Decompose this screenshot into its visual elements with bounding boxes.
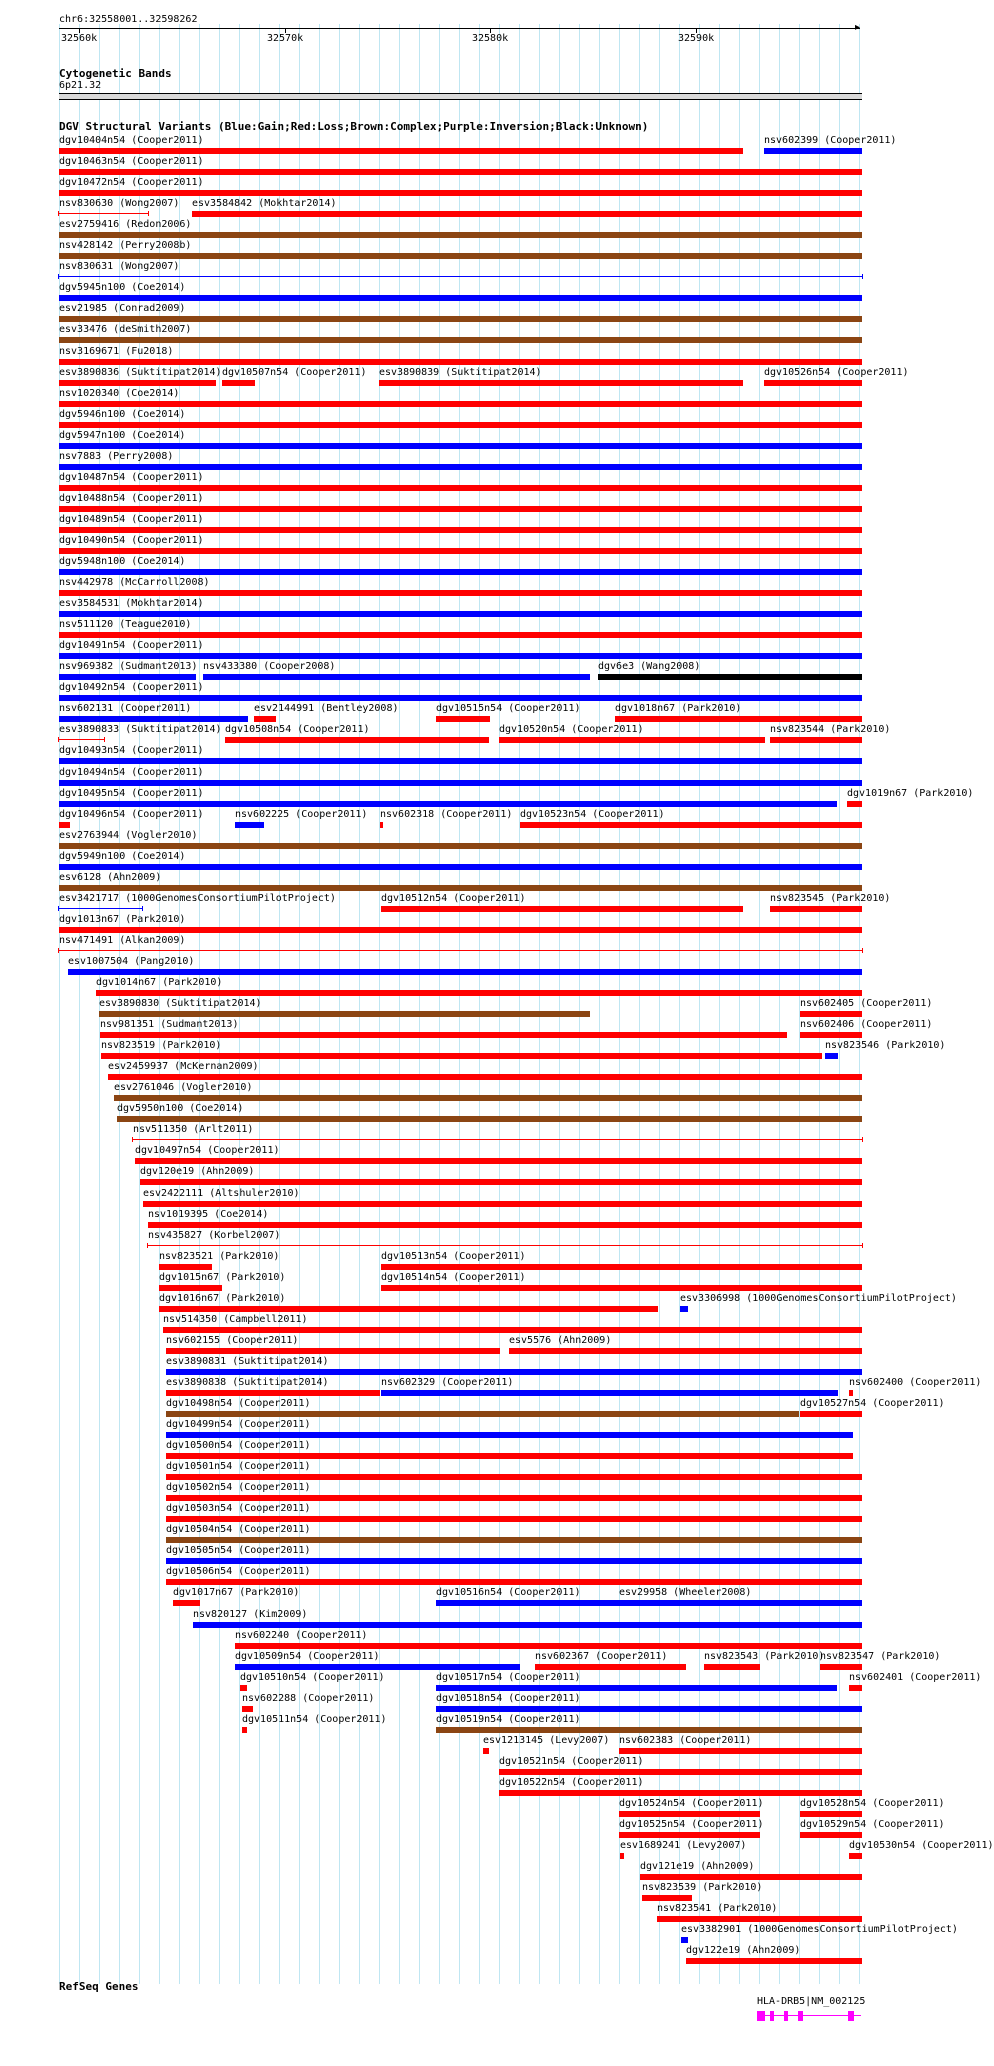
variant-label: dgv1015n67 (Park2010) bbox=[159, 1272, 286, 1283]
variant-label: dgv1018n67 (Park2010) bbox=[615, 703, 742, 714]
variant-bar[interactable] bbox=[436, 716, 490, 722]
variant-bar[interactable] bbox=[59, 908, 142, 909]
variant-label: dgv10503n54 (Cooper2011) bbox=[166, 1503, 311, 1514]
cytoband-bar[interactable] bbox=[59, 93, 862, 100]
variant-label: dgv10497n54 (Cooper2011) bbox=[135, 1145, 280, 1156]
variant-bar[interactable] bbox=[657, 1916, 862, 1922]
ruler-arrow-icon: ▸ bbox=[855, 22, 861, 33]
gene-label: HLA-DRB5|NM_002125 bbox=[757, 1996, 866, 2007]
variant-bar[interactable] bbox=[800, 1011, 862, 1017]
gene-exon bbox=[757, 2011, 765, 2021]
variant-bar[interactable] bbox=[380, 822, 383, 828]
variant-label: nsv7883 (Perry2008) bbox=[59, 451, 174, 462]
variant-bar[interactable] bbox=[59, 653, 862, 659]
variant-cap bbox=[58, 948, 59, 953]
variant-bar[interactable] bbox=[59, 190, 862, 196]
gene-exon bbox=[848, 2011, 854, 2021]
variant-bar[interactable] bbox=[59, 843, 862, 849]
cytoband-track-title: Cytogenetic Bands bbox=[59, 67, 172, 80]
variant-label: esv21985 (Conrad2009) bbox=[59, 303, 186, 314]
variant-label: nsv602401 (Cooper2011) bbox=[849, 1672, 982, 1683]
variant-label: nsv823541 (Park2010) bbox=[657, 1903, 778, 1914]
variant-label: nsv602400 (Cooper2011) bbox=[849, 1377, 982, 1388]
variant-bar[interactable] bbox=[483, 1748, 489, 1754]
variant-label: dgv10472n54 (Cooper2011) bbox=[59, 177, 204, 188]
variant-bar[interactable] bbox=[148, 1245, 862, 1246]
variant-label: dgv122e19 (Ahn2009) bbox=[686, 1945, 801, 1956]
variant-bar[interactable] bbox=[59, 213, 148, 214]
variant-bar[interactable] bbox=[192, 211, 862, 217]
variant-label: nsv969382 (Sudmant2013) bbox=[59, 661, 198, 672]
variant-bar[interactable] bbox=[764, 380, 862, 386]
variant-bar[interactable] bbox=[59, 758, 862, 764]
variant-bar[interactable] bbox=[59, 316, 862, 322]
variant-bar[interactable] bbox=[193, 1622, 862, 1628]
variant-label: nsv602288 (Cooper2011) bbox=[242, 1693, 375, 1704]
variant-label: dgv10488n54 (Cooper2011) bbox=[59, 493, 204, 504]
variant-label: dgv1016n67 (Park2010) bbox=[159, 1293, 286, 1304]
variant-label: esv5576 (Ahn2009) bbox=[509, 1335, 612, 1346]
variant-bar[interactable] bbox=[59, 359, 862, 365]
variant-bar[interactable] bbox=[686, 1958, 862, 1964]
variant-bar[interactable] bbox=[235, 1664, 520, 1670]
variant-bar[interactable] bbox=[619, 1832, 760, 1838]
variant-label: dgv10505n54 (Cooper2011) bbox=[166, 1545, 311, 1556]
variant-bar[interactable] bbox=[140, 1179, 862, 1185]
ruler-tick-label: 32590k bbox=[678, 33, 715, 44]
variant-label: nsv820127 (Kim2009) bbox=[193, 1609, 308, 1620]
variant-bar[interactable] bbox=[148, 1222, 862, 1228]
variant-bar[interactable] bbox=[242, 1727, 247, 1733]
variant-bar[interactable] bbox=[59, 927, 862, 933]
variant-label: dgv5950n100 (Coe2014) bbox=[117, 1103, 244, 1114]
variant-label: nsv602329 (Cooper2011) bbox=[381, 1377, 514, 1388]
variant-bar[interactable] bbox=[235, 822, 264, 828]
variant-label: dgv10489n54 (Cooper2011) bbox=[59, 514, 204, 525]
variant-bar[interactable] bbox=[59, 780, 862, 786]
variant-cap bbox=[58, 906, 59, 911]
variant-label: esv3890839 (Suktitipat2014) bbox=[379, 367, 542, 378]
variant-label: dgv10512n54 (Cooper2011) bbox=[381, 893, 526, 904]
variant-cap bbox=[862, 274, 863, 279]
variant-bar[interactable] bbox=[59, 950, 862, 951]
variant-label: dgv10500n54 (Cooper2011) bbox=[166, 1440, 311, 1451]
variant-bar[interactable] bbox=[381, 1285, 862, 1291]
variant-bar[interactable] bbox=[225, 737, 489, 743]
variant-bar[interactable] bbox=[242, 1706, 253, 1712]
variant-label: dgv10511n54 (Cooper2011) bbox=[242, 1714, 387, 1725]
ruler-tick-label: 32570k bbox=[267, 33, 304, 44]
variant-label: nsv435827 (Korbel2007) bbox=[148, 1230, 281, 1241]
variant-label: dgv10526n54 (Cooper2011) bbox=[764, 367, 909, 378]
variant-label: nsv442978 (McCarroll2008) bbox=[59, 577, 210, 588]
variant-label: nsv823546 (Park2010) bbox=[825, 1040, 946, 1051]
variant-bar[interactable] bbox=[619, 1600, 862, 1606]
variant-label: esv3584842 (Mokhtar2014) bbox=[192, 198, 337, 209]
variant-label: nsv823547 (Park2010) bbox=[820, 1651, 941, 1662]
variant-bar[interactable] bbox=[619, 1748, 862, 1754]
variant-label: dgv10518n54 (Cooper2011) bbox=[436, 1693, 581, 1704]
variant-label: dgv10513n54 (Cooper2011) bbox=[381, 1251, 526, 1262]
variant-bar[interactable] bbox=[681, 1937, 688, 1943]
variant-label: dgv10515n54 (Cooper2011) bbox=[436, 703, 581, 714]
variant-bar[interactable] bbox=[849, 1853, 862, 1859]
variant-label: dgv10507n54 (Cooper2011) bbox=[222, 367, 367, 378]
variant-bar[interactable] bbox=[800, 1832, 862, 1838]
ruler-line bbox=[59, 28, 860, 29]
variant-label: dgv10495n54 (Cooper2011) bbox=[59, 788, 204, 799]
variant-bar[interactable] bbox=[825, 1053, 838, 1059]
variant-bar[interactable] bbox=[59, 232, 862, 238]
variant-label: dgv10524n54 (Cooper2011) bbox=[619, 1798, 764, 1809]
variant-bar[interactable] bbox=[59, 401, 862, 407]
variant-bar[interactable] bbox=[159, 1264, 212, 1270]
variant-label: esv2144991 (Bentley2008) bbox=[254, 703, 399, 714]
variant-label: nsv602399 (Cooper2011) bbox=[764, 135, 897, 146]
variant-bar[interactable] bbox=[59, 485, 862, 491]
variant-bar[interactable] bbox=[509, 1348, 862, 1354]
variant-label: dgv10528n54 (Cooper2011) bbox=[800, 1798, 945, 1809]
variant-bar[interactable] bbox=[101, 1053, 822, 1059]
variant-bar[interactable] bbox=[59, 548, 862, 554]
variant-label: dgv10514n54 (Cooper2011) bbox=[381, 1272, 526, 1283]
variant-bar[interactable] bbox=[59, 801, 837, 807]
coordinate-label: chr6:32558001..32598262 bbox=[59, 14, 198, 25]
variant-label: esv29958 (Wheeler2008) bbox=[619, 1587, 752, 1598]
variant-bar[interactable] bbox=[520, 822, 862, 828]
variant-bar[interactable] bbox=[254, 716, 276, 722]
variant-label: nsv433380 (Cooper2008) bbox=[203, 661, 336, 672]
variant-bar[interactable] bbox=[800, 1811, 862, 1817]
variant-label: dgv10509n54 (Cooper2011) bbox=[235, 1651, 380, 1662]
refseq-track-title: RefSeq Genes bbox=[59, 1980, 139, 1993]
variant-label: dgv10523n54 (Cooper2011) bbox=[520, 809, 665, 820]
cytoband-label: 6p21.32 bbox=[59, 80, 102, 91]
variant-bar[interactable] bbox=[166, 1474, 862, 1480]
variant-label: dgv10508n54 (Cooper2011) bbox=[225, 724, 370, 735]
variant-label: dgv10490n54 (Cooper2011) bbox=[59, 535, 204, 546]
variant-label: dgv120e19 (Ahn2009) bbox=[140, 1166, 255, 1177]
variant-bar[interactable] bbox=[849, 1685, 862, 1691]
variant-bar[interactable] bbox=[59, 611, 862, 617]
variant-bar[interactable] bbox=[849, 1390, 853, 1396]
variant-bar[interactable] bbox=[59, 527, 862, 533]
variant-label: dgv10492n54 (Cooper2011) bbox=[59, 682, 204, 693]
variant-label: dgv10499n54 (Cooper2011) bbox=[166, 1419, 311, 1430]
variant-bar[interactable] bbox=[166, 1516, 862, 1522]
variant-label: dgv121e19 (Ahn2009) bbox=[640, 1861, 755, 1872]
variant-bar[interactable] bbox=[59, 295, 862, 301]
variant-bar[interactable] bbox=[436, 1685, 837, 1691]
variant-bar[interactable] bbox=[135, 1158, 862, 1164]
variant-bar[interactable] bbox=[166, 1369, 862, 1375]
variant-bar[interactable] bbox=[222, 380, 255, 386]
variant-label: nsv830630 (Wong2007) bbox=[59, 198, 180, 209]
variant-bar[interactable] bbox=[847, 801, 862, 807]
variant-bar[interactable] bbox=[499, 737, 765, 743]
variant-bar[interactable] bbox=[770, 906, 862, 912]
variant-bar[interactable] bbox=[436, 1727, 862, 1733]
variant-label: nsv823519 (Park2010) bbox=[101, 1040, 222, 1051]
variant-bar[interactable] bbox=[59, 148, 743, 154]
variant-label: nsv823539 (Park2010) bbox=[642, 1882, 763, 1893]
variant-bar[interactable] bbox=[163, 1327, 862, 1333]
variant-bar[interactable] bbox=[133, 1139, 862, 1140]
variant-label: nsv1020340 (Coe2014) bbox=[59, 388, 180, 399]
variant-bar[interactable] bbox=[166, 1579, 862, 1585]
variant-bar[interactable] bbox=[680, 1306, 688, 1312]
variant-bar[interactable] bbox=[117, 1116, 862, 1122]
variant-label: dgv5945n100 (Coe2014) bbox=[59, 282, 186, 293]
variant-label: dgv10522n54 (Cooper2011) bbox=[499, 1777, 644, 1788]
variant-bar[interactable] bbox=[59, 739, 104, 740]
variant-label: esv3890831 (Suktitipat2014) bbox=[166, 1356, 329, 1367]
variant-bar[interactable] bbox=[166, 1348, 500, 1354]
variant-label: dgv10516n54 (Cooper2011) bbox=[436, 1587, 581, 1598]
variant-label: esv2763944 (Vogler2010) bbox=[59, 830, 198, 841]
variant-bar[interactable] bbox=[598, 674, 862, 680]
variant-bar[interactable] bbox=[59, 169, 862, 175]
variant-bar[interactable] bbox=[68, 969, 862, 975]
variant-bar[interactable] bbox=[166, 1558, 862, 1564]
variant-bar[interactable] bbox=[173, 1600, 200, 1606]
gene-exon bbox=[770, 2011, 774, 2021]
variant-bar[interactable] bbox=[381, 1390, 838, 1396]
variant-label: esv3890836 (Suktitipat2014) bbox=[59, 367, 222, 378]
variant-label: esv3890833 (Suktitipat2014) bbox=[59, 724, 222, 735]
variant-cap bbox=[104, 737, 105, 742]
variant-bar[interactable] bbox=[240, 1685, 247, 1691]
variant-label: nsv823521 (Park2010) bbox=[159, 1251, 280, 1262]
variant-label: esv6128 (Ahn2009) bbox=[59, 872, 162, 883]
dgv-track-title: DGV Structural Variants (Blue:Gain;Red:Loss;Brown:Complex;Purple:Inversion;Black:Unknown) bbox=[59, 120, 649, 133]
variant-bar[interactable] bbox=[59, 443, 862, 449]
variant-bar[interactable] bbox=[166, 1432, 853, 1438]
variant-bar[interactable] bbox=[166, 1453, 853, 1459]
variant-bar[interactable] bbox=[100, 1032, 787, 1038]
variant-label: esv3890830 (Suktitipat2014) bbox=[99, 998, 262, 1009]
variant-bar[interactable] bbox=[59, 822, 70, 828]
ruler-tick-label: 32580k bbox=[472, 33, 509, 44]
variant-label: dgv10520n54 (Cooper2011) bbox=[499, 724, 644, 735]
variant-label: esv2459937 (McKernan2009) bbox=[108, 1061, 259, 1072]
variant-label: nsv823545 (Park2010) bbox=[770, 893, 891, 904]
variant-label: dgv1013n67 (Park2010) bbox=[59, 914, 186, 925]
variant-bar[interactable] bbox=[166, 1390, 380, 1396]
variant-bar[interactable] bbox=[114, 1095, 862, 1101]
variant-label: nsv602367 (Cooper2011) bbox=[535, 1651, 668, 1662]
variant-cap bbox=[148, 211, 149, 216]
variant-bar[interactable] bbox=[59, 337, 862, 343]
variant-label: dgv10506n54 (Cooper2011) bbox=[166, 1566, 311, 1577]
variant-label: nsv602405 (Cooper2011) bbox=[800, 998, 933, 1009]
variant-label: dgv10493n54 (Cooper2011) bbox=[59, 745, 204, 756]
variant-bar[interactable] bbox=[59, 885, 862, 891]
variant-cap bbox=[142, 906, 143, 911]
variant-label: esv3890838 (Suktitipat2014) bbox=[166, 1377, 329, 1388]
variant-label: dgv10501n54 (Cooper2011) bbox=[166, 1461, 311, 1472]
variant-bar[interactable] bbox=[499, 1790, 862, 1796]
variant-bar[interactable] bbox=[59, 569, 862, 575]
variant-bar[interactable] bbox=[59, 695, 862, 701]
variant-bar[interactable] bbox=[59, 276, 862, 277]
variant-label: dgv10529n54 (Cooper2011) bbox=[800, 1819, 945, 1830]
variant-label: dgv10530n54 (Cooper2011) bbox=[849, 1840, 994, 1851]
variant-label: dgv6e3 (Wang2008) bbox=[598, 661, 701, 672]
variant-label: dgv10404n54 (Cooper2011) bbox=[59, 135, 204, 146]
variant-bar[interactable] bbox=[770, 737, 862, 743]
variant-bar[interactable] bbox=[436, 1706, 862, 1712]
variant-cap bbox=[147, 1243, 148, 1248]
variant-bar[interactable] bbox=[704, 1664, 760, 1670]
gene-exon bbox=[798, 2011, 803, 2021]
variant-label: nsv602131 (Cooper2011) bbox=[59, 703, 192, 714]
variant-label: esv1689241 (Levy2007) bbox=[620, 1840, 747, 1851]
variant-bar[interactable] bbox=[59, 632, 862, 638]
gene-exon bbox=[784, 2011, 788, 2021]
variant-label: esv2759416 (Redon2006) bbox=[59, 219, 192, 230]
variant-label: dgv10494n54 (Cooper2011) bbox=[59, 767, 204, 778]
variant-bar[interactable] bbox=[820, 1664, 862, 1670]
variant-label: dgv5947n100 (Coe2014) bbox=[59, 430, 186, 441]
variant-label: dgv10527n54 (Cooper2011) bbox=[800, 1398, 945, 1409]
variant-bar[interactable] bbox=[159, 1285, 222, 1291]
variant-bar[interactable] bbox=[615, 716, 862, 722]
variant-bar[interactable] bbox=[640, 1874, 862, 1880]
variant-label: esv1007504 (Pang2010) bbox=[68, 956, 195, 967]
variant-bar[interactable] bbox=[59, 422, 862, 428]
variant-label: nsv981351 (Sudmant2013) bbox=[100, 1019, 239, 1030]
variant-label: dgv10510n54 (Cooper2011) bbox=[240, 1672, 385, 1683]
variant-label: nsv511350 (Arlt2011) bbox=[133, 1124, 254, 1135]
variant-label: esv33476 (deSmith2007) bbox=[59, 324, 192, 335]
variant-label: dgv5946n100 (Coe2014) bbox=[59, 409, 186, 420]
variant-label: dgv10517n54 (Cooper2011) bbox=[436, 1672, 581, 1683]
variant-bar[interactable] bbox=[59, 674, 196, 680]
variant-label: dgv10521n54 (Cooper2011) bbox=[499, 1756, 644, 1767]
variant-bar[interactable] bbox=[166, 1495, 862, 1501]
variant-label: esv1213145 (Levy2007) bbox=[483, 1735, 610, 1746]
variant-label: nsv823544 (Park2010) bbox=[770, 724, 891, 735]
variant-label: dgv10525n54 (Cooper2011) bbox=[619, 1819, 764, 1830]
variant-label: esv2761046 (Vogler2010) bbox=[114, 1082, 253, 1093]
variant-label: dgv10504n54 (Cooper2011) bbox=[166, 1524, 311, 1535]
variant-label: dgv10498n54 (Cooper2011) bbox=[166, 1398, 311, 1409]
variant-label: nsv428142 (Perry2008b) bbox=[59, 240, 192, 251]
variant-bar[interactable] bbox=[499, 1769, 862, 1775]
variant-label: dgv1014n67 (Park2010) bbox=[96, 977, 223, 988]
variant-bar[interactable] bbox=[381, 1264, 862, 1270]
variant-bar[interactable] bbox=[59, 464, 862, 470]
variant-cap bbox=[862, 948, 863, 953]
variant-cap bbox=[862, 1243, 863, 1248]
variant-bar[interactable] bbox=[379, 380, 743, 386]
variant-label: esv3584531 (Mokhtar2014) bbox=[59, 598, 204, 609]
variant-label: dgv10463n54 (Cooper2011) bbox=[59, 156, 204, 167]
variant-label: nsv602225 (Cooper2011) bbox=[235, 809, 368, 820]
variant-label: dgv10491n54 (Cooper2011) bbox=[59, 640, 204, 651]
variant-bar[interactable] bbox=[764, 148, 862, 154]
variant-bar[interactable] bbox=[800, 1032, 862, 1038]
variant-label: nsv3169671 (Fu2018) bbox=[59, 346, 174, 357]
variant-bar[interactable] bbox=[203, 674, 590, 680]
variant-label: dgv5948n100 (Coe2014) bbox=[59, 556, 186, 567]
variant-label: nsv511120 (Teague2010) bbox=[59, 619, 192, 630]
variant-label: dgv5949n100 (Coe2014) bbox=[59, 851, 186, 862]
variant-bar[interactable] bbox=[143, 1201, 862, 1207]
variant-bar[interactable] bbox=[800, 1411, 862, 1417]
variant-label: nsv471491 (Alkan2009) bbox=[59, 935, 186, 946]
variant-bar[interactable] bbox=[166, 1537, 862, 1543]
variant-label: esv3306998 (1000GenomesConsortiumPilotProject) bbox=[680, 1293, 957, 1304]
variant-label: dgv10496n54 (Cooper2011) bbox=[59, 809, 204, 820]
variant-bar[interactable] bbox=[381, 906, 743, 912]
variant-label: nsv602383 (Cooper2011) bbox=[619, 1735, 752, 1746]
variant-bar[interactable] bbox=[59, 253, 862, 259]
variant-bar[interactable] bbox=[166, 1411, 799, 1417]
variant-bar[interactable] bbox=[96, 990, 862, 996]
variant-label: dgv10519n54 (Cooper2011) bbox=[436, 1714, 581, 1725]
variant-bar[interactable] bbox=[535, 1664, 686, 1670]
variant-label: nsv602240 (Cooper2011) bbox=[235, 1630, 368, 1641]
variant-label: esv3421717 (1000GenomesConsortiumPilotProject) bbox=[59, 893, 336, 904]
variant-bar[interactable] bbox=[620, 1853, 624, 1859]
variant-bar[interactable] bbox=[619, 1811, 760, 1817]
variant-label: nsv514350 (Campbell2011) bbox=[163, 1314, 308, 1325]
variant-bar[interactable] bbox=[159, 1306, 658, 1312]
variant-label: dgv10487n54 (Cooper2011) bbox=[59, 472, 204, 483]
variant-label: nsv830631 (Wong2007) bbox=[59, 261, 180, 272]
variant-cap bbox=[58, 211, 59, 216]
variant-label: dgv10502n54 (Cooper2011) bbox=[166, 1482, 311, 1493]
variant-label: nsv1019395 (Coe2014) bbox=[148, 1209, 269, 1220]
variant-label: nsv602406 (Cooper2011) bbox=[800, 1019, 933, 1030]
ruler-tick-label: 32560k bbox=[61, 33, 98, 44]
variant-cap bbox=[58, 737, 59, 742]
variant-bar[interactable] bbox=[59, 716, 248, 722]
variant-cap bbox=[862, 1137, 863, 1142]
variant-bar[interactable] bbox=[59, 864, 862, 870]
variant-bar[interactable] bbox=[59, 380, 216, 386]
variant-label: nsv823543 (Park2010) bbox=[704, 1651, 825, 1662]
variant-bar[interactable] bbox=[59, 506, 862, 512]
variant-cap bbox=[58, 274, 59, 279]
variant-bar[interactable] bbox=[99, 1011, 590, 1017]
variant-cap bbox=[132, 1137, 133, 1142]
variant-label: esv3382901 (1000GenomesConsortiumPilotProject) bbox=[681, 1924, 958, 1935]
variant-bar[interactable] bbox=[59, 590, 862, 596]
variant-label: nsv602155 (Cooper2011) bbox=[166, 1335, 299, 1346]
variant-bar[interactable] bbox=[108, 1074, 862, 1080]
variant-label: dgv1019n67 (Park2010) bbox=[847, 788, 974, 799]
variant-label: esv2422111 (Altshuler2010) bbox=[143, 1188, 300, 1199]
variant-bar[interactable] bbox=[642, 1895, 692, 1901]
variant-label: dgv1017n67 (Park2010) bbox=[173, 1587, 300, 1598]
variant-label: nsv602318 (Cooper2011) bbox=[380, 809, 513, 820]
variant-bar[interactable] bbox=[235, 1643, 862, 1649]
